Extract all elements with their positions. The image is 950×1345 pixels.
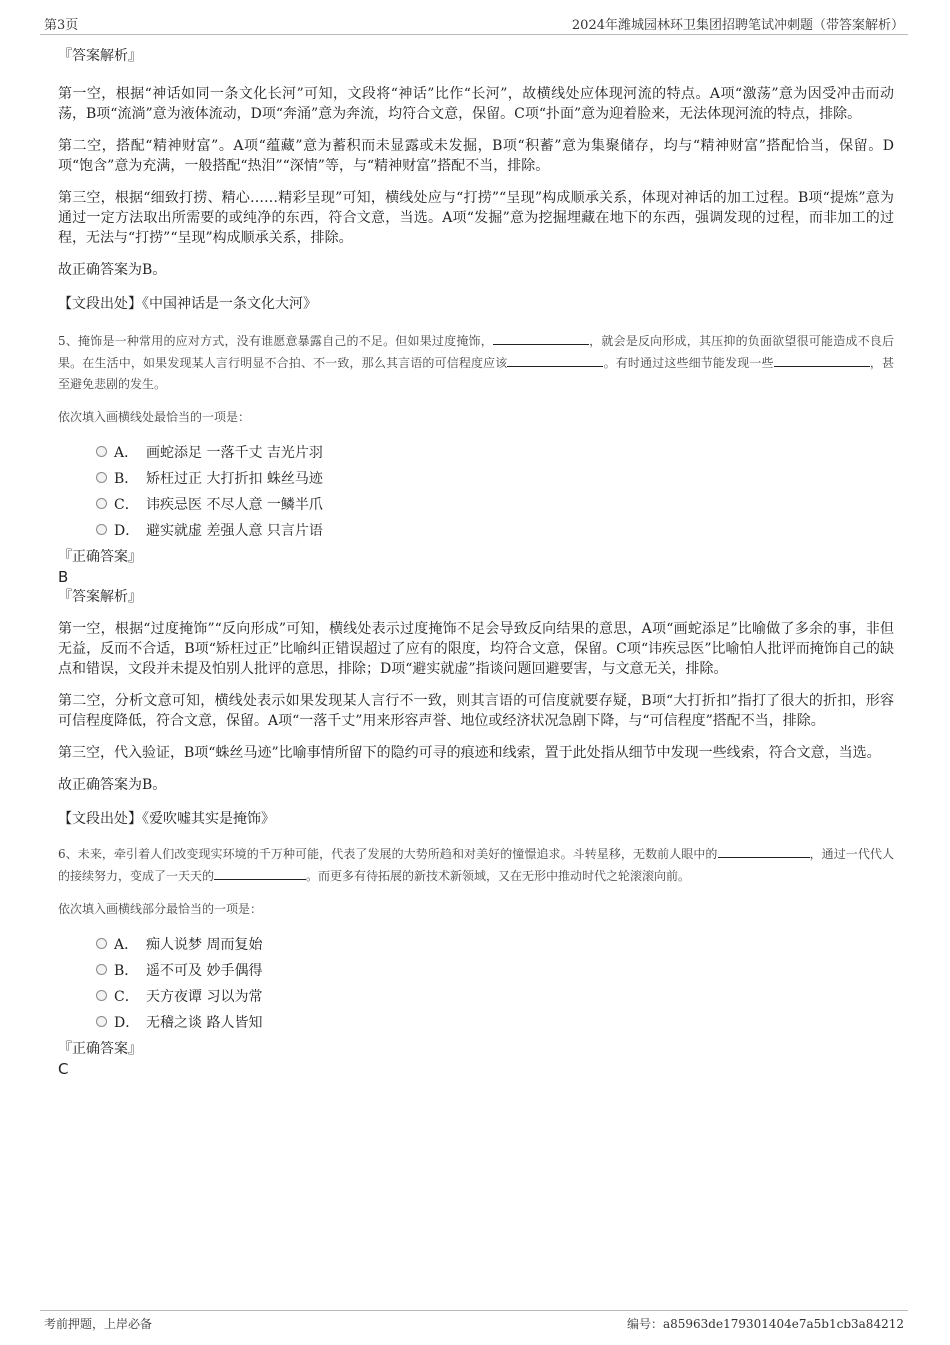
- radio-button[interactable]: [96, 472, 107, 483]
- fill-blank: [493, 330, 589, 345]
- correct-answer-label: 『正确答案』: [58, 1041, 142, 1057]
- correct-answer: B: [58, 568, 69, 586]
- option-a[interactable]: A． 画蛇添足 一落千丈 吉光片羽: [96, 439, 894, 465]
- question-6-options: [58, 931, 894, 1035]
- option-d[interactable]: D． 无稽之谈 路人皆知: [96, 1009, 894, 1035]
- analysis-paragraph: 第二空，搭配“精神财富”。A项“蕴藏”意为蓄积而未显露或未发掘，B项“积蓄”意为集聚储存，均与“精神财富”搭配恰当，保留。D项“饱含”意为充满，一般搭配“热泪”“深情”等，与“精神财富”搭配不当，排除。: [58, 138, 894, 174]
- fill-blank: [774, 352, 870, 367]
- footer-slogan: 考前押题，上岸必备: [44, 1317, 153, 1331]
- question-6-stem: 6、未来，牵引着人们改变现实环境的千万种可能，代表了发展的大势所趋和对美好的憧憬追求。斗转星移，无数前人眼中的 ，通过一代代人的接续努力，变成了一天天的 。而更多有待拓展的新技术新领域，又在无形中推动时代之轮滚滚向前。: [58, 843, 894, 887]
- conclusion: 故正确答案为B。: [58, 777, 167, 793]
- option-b[interactable]: B． 矫枉过正 大打折扣 蛛丝马迹: [96, 465, 894, 491]
- page-number: 第3页: [44, 18, 79, 33]
- analysis-paragraph: 第一空，根据“神话如同一条文化长河”可知，文段将“神话”比作“长河”，故横线处应体现河流的特点。A项“激荡”意为因受冲击而动荡，B项“流淌”意为液体流动，D项“奔涌”意为奔流，均符合文意，保留。C项“扑面”意为迎着脸来，无法体现河流的特点，排除。: [58, 86, 894, 122]
- radio-button[interactable]: [96, 1016, 107, 1027]
- fill-blank: [718, 843, 810, 858]
- analysis-paragraph: 第二空，分析文意可知，横线处表示如果发现某人言行不一致，则其言语的可信度就要存疑，B项“大打折扣”指打了很大的折扣，形容可信程度降低，符合文意，保留。A项“一落千丈”用来形容声誉、地位或经济状况急剧下降，与“可信程度”搭配不当，排除。: [58, 693, 894, 729]
- fill-blank: [214, 865, 306, 880]
- option-c[interactable]: C． 天方夜谭 习以为常: [96, 983, 894, 1009]
- radio-button[interactable]: [96, 938, 107, 949]
- option-d[interactable]: D． 避实就虚 差强人意 只言片语: [96, 517, 894, 543]
- analysis-paragraph: 第三空，根据“细致打捞、精心……精彩呈现”可知，横线处应与“打捞”“呈现”构成顺承关系，体现对神话的加工过程。B项“提炼”意为通过一定方法取出所需要的或纯净的东西，符合文意，当选。A项“发掘”意为挖掘埋藏在地下的东西，强调发现的过程，而非加工的过程，无法与“打捞”“呈现”构成顺承关系，排除。: [58, 190, 894, 246]
- radio-button[interactable]: [96, 446, 107, 457]
- question-5-stem: 5、掩饰是一种常用的应对方式，没有谁愿意暴露自己的不足。但如果过度掩饰， ，就会是反向形成，其压抑的负面欲望很可能造成不良后果。在生活中，如果发现某人言行明显不合拍、不一致，那么其言语的可信程度应该 。有时通过这些细节能发现一些 ，甚至避免悲剧的发生。: [58, 330, 894, 395]
- radio-button[interactable]: [96, 990, 107, 1001]
- radio-button[interactable]: [96, 498, 107, 509]
- fill-blank: [507, 352, 603, 367]
- analysis-paragraph: 第三空，代入验证，B项“蛛丝马迹”比喻事情所留下的隐约可寻的痕迹和线索，置于此处指从细节中发现一些线索，符合文意，当选。: [58, 745, 881, 761]
- analysis-paragraph: 第一空，根据“过度掩饰”“反向形成”可知，横线处表示过度掩饰不足会导致反向结果的意思，A项“画蛇添足”比喻做了多余的事，非但无益，反而不合适，B项“矫枉过正”比喻纠正错误超过了应有的限度，均符合文意，保留。C项“讳疾忌医”比喻怕人批评而掩饰自己的缺点和错误，文段并未提及怕别人批评的意思，排除；D项“避实就虚”指谈问题回避要害，与文意无关，排除。: [58, 621, 894, 677]
- analysis-label: 『答案解析』: [58, 48, 142, 64]
- conclusion: 故正确答案为B。: [58, 262, 167, 278]
- question-6-instruction: 依次填入画横线部分最恰当的一项是：: [58, 902, 263, 916]
- document-id: 编号：a85963de179301404e7a5b1cb3a84212: [626, 1317, 904, 1331]
- option-a[interactable]: A． 痴人说梦 周而复始: [96, 931, 894, 957]
- document-title: 2024年潍城园林环卫集团招聘笔试冲刺题（带答案解析）: [571, 18, 904, 33]
- source-citation: 【文段出处】《爱吹嘘其实是掩饰》: [58, 811, 275, 827]
- page-header: [40, 14, 908, 35]
- option-b[interactable]: B． 遥不可及 妙手偶得: [96, 957, 894, 983]
- source-citation: 【文段出处】《中国神话是一条文化大河》: [58, 296, 317, 312]
- question-5-instruction: 依次填入画横线处最恰当的一项是：: [58, 410, 251, 424]
- analysis-label: 『答案解析』: [58, 589, 142, 605]
- radio-button[interactable]: [96, 964, 107, 975]
- radio-button[interactable]: [96, 524, 107, 535]
- correct-answer-label: 『正确答案』: [58, 549, 142, 565]
- page-footer: [40, 1310, 908, 1333]
- correct-answer: C: [58, 1060, 69, 1078]
- option-c[interactable]: C． 讳疾忌医 不尽人意 一鳞半爪: [96, 491, 894, 517]
- page-content: [58, 44, 894, 1079]
- question-5-options: [58, 439, 894, 543]
